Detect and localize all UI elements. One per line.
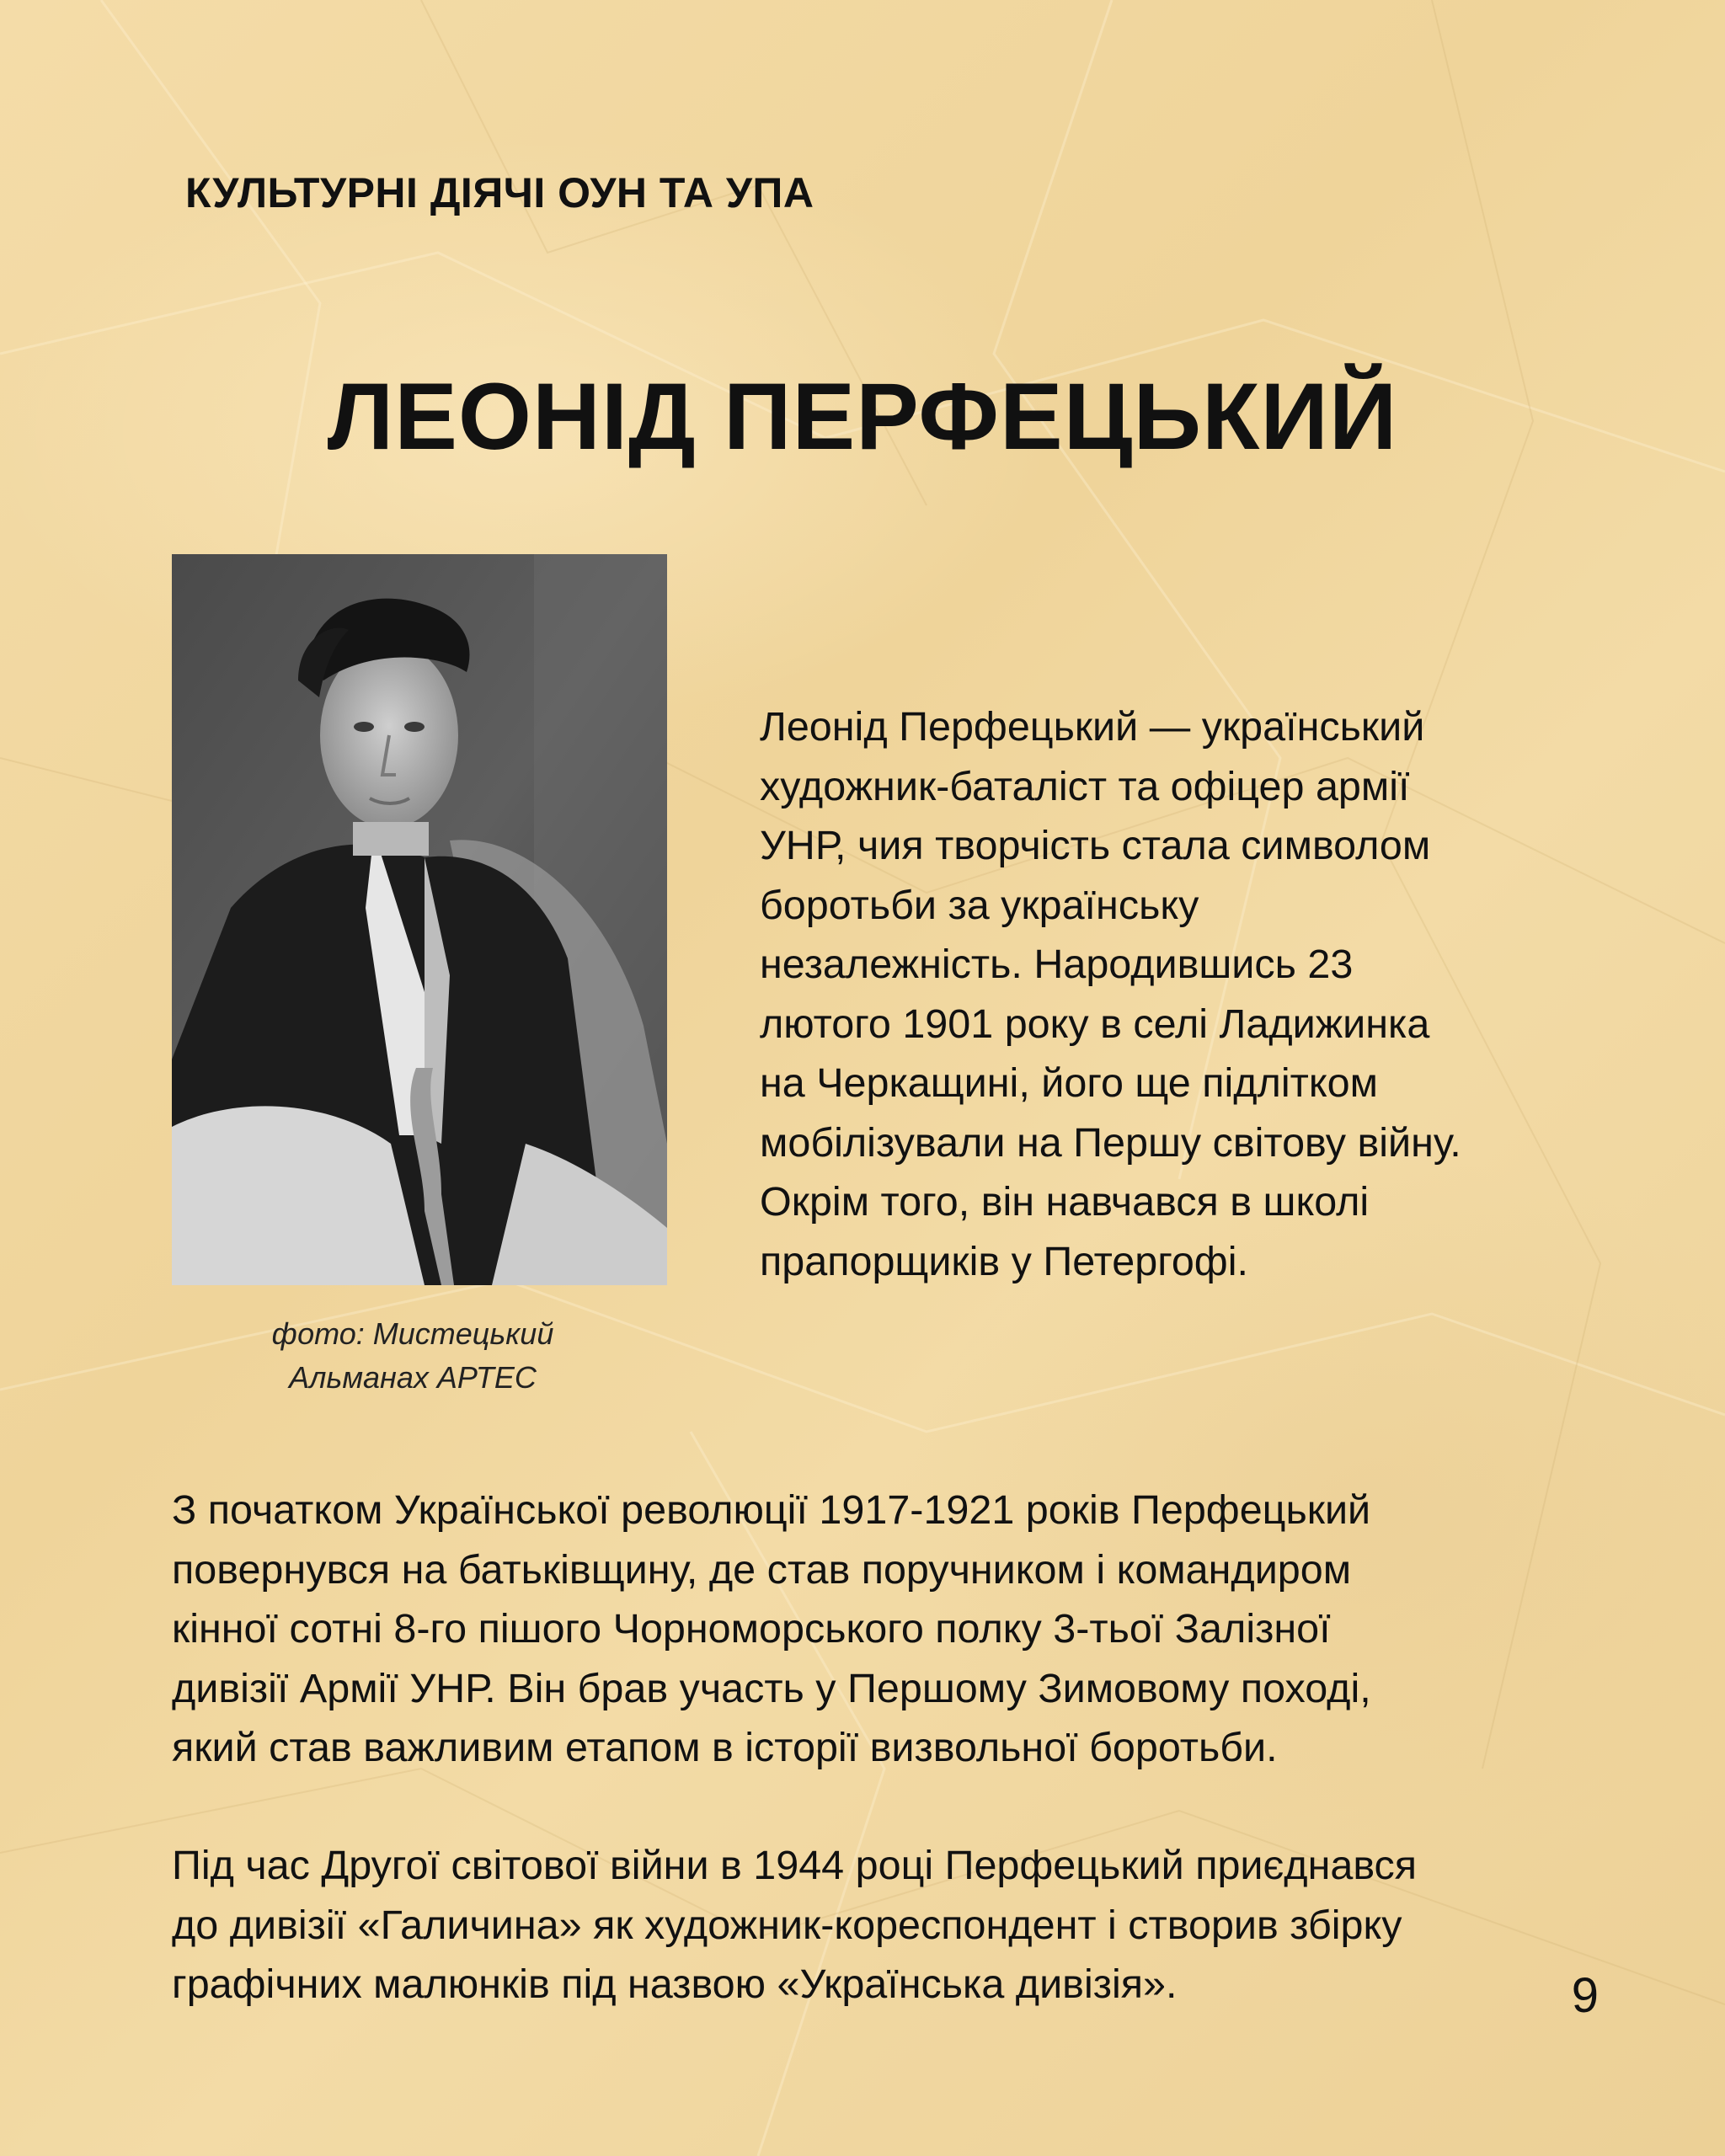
body-paragraph-revolution (172, 1481, 1587, 1778)
photo-caption (211, 1312, 615, 1400)
intro-paragraph (760, 697, 1619, 1291)
text-line: Окрім того, він навчався в школі (760, 1179, 1370, 1225)
text-line: мобілізували на Першу світову війну. (760, 1119, 1461, 1166)
text-line: лютого 1901 року в селі Ладижинка (760, 1001, 1430, 1047)
caption-line: Альманах АРТЕС (289, 1360, 537, 1395)
text-line: УНР, чия творчість стала символом (760, 823, 1431, 868)
section-label: КУЛЬТУРНІ ДІЯЧІ ОУН ТА УПА (185, 169, 814, 216)
text-line: боротьби за українську (760, 882, 1199, 928)
text-line: прапорщиків у Петергофі. (760, 1238, 1248, 1284)
text-line: кінної сотні 8-го пішого Чорноморського полку 3-тьої Залізної (172, 1606, 1331, 1652)
text-line: незалежність. Народившись 23 (760, 942, 1354, 987)
text-line: художник-баталіст та офіцер армії (760, 763, 1410, 809)
text-line: З початком Української революції 1917-1921 років Перфецький (172, 1487, 1371, 1533)
portrait-photo (172, 554, 667, 1285)
text-line: дивізії Армії УНР. Він брав участь у Першому Зимовому поході, (172, 1665, 1371, 1711)
text-line: який став важливим етапом в історії визвольної боротьби. (172, 1725, 1278, 1770)
text-line: Леонід Перфецький — український (760, 704, 1425, 750)
page-number: 9 (1571, 1968, 1599, 2023)
text-line: до дивізії «Галичина» як художник-кореспондент і створив збірку (172, 1902, 1402, 1948)
text-line: на Черкащині, його ще підлітком (760, 1060, 1378, 1106)
text-line: графічних малюнків під назвою «Українська дивізія». (172, 1961, 1178, 2007)
page-title: ЛЕОНІД ПЕРФЕЦЬКИЙ (327, 364, 1398, 469)
text-line: Під час Другої світової війни в 1944 році Перфецький приєднався (172, 1843, 1418, 1888)
caption-line: фото: Мистецький (271, 1316, 554, 1351)
body-paragraph-ww2 (172, 1836, 1587, 2015)
text-line: повернувся на батьківщину, де став поручником і командиром (172, 1546, 1352, 1593)
